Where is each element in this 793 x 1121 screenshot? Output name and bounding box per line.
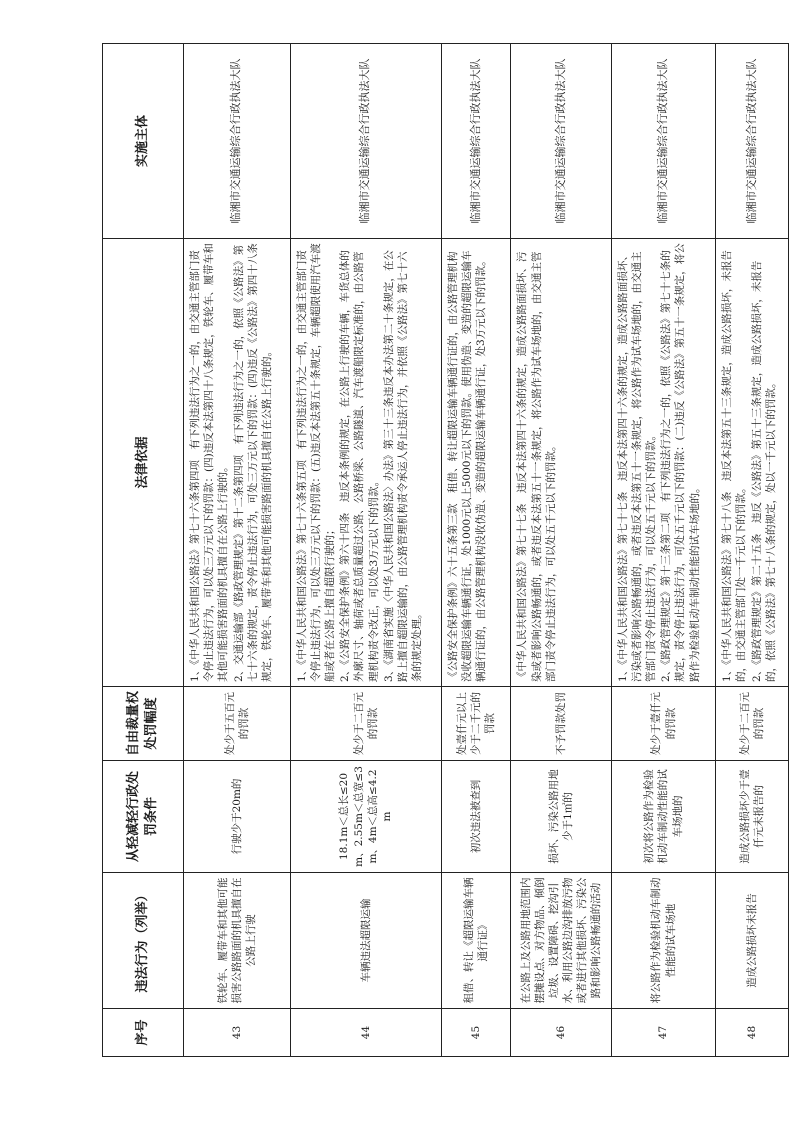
basis-paragraph: 《公路安全保护条例》六十五条第三款 租借、转让超限运输车辆通行证的，由公路管理机构没收超限运输车辆通行证，处1000元以上5000元以下的罚款。使用伪造、变造的超限运输车辆通行证的，由公路管理机构没收伪造、变造的超限运输车辆通行证，处3万元以下的罚款。 — [446, 250, 488, 682]
table-header-row — [103, 44, 184, 1057]
table-row — [511, 44, 611, 1057]
cell-act: 租借、转让《超限运输车辆通行证》 — [441, 873, 511, 1009]
basis-paragraph: 2、《公路安全保护条例》第六十四条 违反本条例的规定，在公路上行驶的车辆，车货总体的外廓尺寸、轴荷或者总质量超过公路、公路桥梁、公路隧道、汽车渡船限定标准的，由公路管理机构责令改正，可以处3万元以下的罚款。 — [339, 250, 380, 682]
basis-paragraph: 2、《路政管理规定》第二十五条 违反《公路法》第五十三条规定，造成公路损坏，未报告的，依照《公路法》第七十八条的规定，处以一千元以下的罚款。 — [750, 260, 777, 682]
basis-paragraph: 1、《中华人民共和国公路法》第七十七条 违反本法第四十六条的规定，造成公路路面损坏、污染或者影响公路畅通的，或者违反本法第五十一条规定，将公路作为试车场地的，由交通主管部门责令停止违法行为，可以处五千元以下的罚款。 — [616, 250, 658, 682]
cell-discretion: 处少于二百元的罚款 — [290, 687, 441, 761]
cell-basis — [716, 239, 789, 687]
cell-act: 将公路作为检验机动车制动性能的试车场地 — [611, 873, 716, 1009]
table-row — [441, 44, 511, 1057]
cell-basis — [441, 239, 511, 687]
header-act: 违法行为（列举） — [103, 873, 184, 1009]
table-row — [290, 44, 441, 1057]
cell-act: 造成公路损坏未报告 — [716, 873, 789, 1009]
basis-paragraph: 1、《中华人民共和国公路法》第七十八条 违反本法第五十三条规定，造成公路损坏，未报告的，由交通主管部门处一千元以下的罚款。 — [721, 250, 748, 682]
cell-act: 在公路上及公路用地范围内摆摊设点、对方物品、倾倒垃圾、设置障碍、挖沟引水、利用公路边沟排放污物或者进行其他损坏、污染公路和影响公路畅通的活动 — [511, 873, 611, 1009]
cell-act: 车辆违法超限运输 — [290, 873, 441, 1009]
table-row — [611, 44, 716, 1057]
cell-discretion: 处少于壹仟元的罚款 — [611, 687, 716, 761]
table-row — [716, 44, 789, 1057]
cell-subject: 临湘市交通运输综合行政执法大队 — [611, 44, 716, 239]
cell-seq: 48 — [716, 1009, 789, 1057]
cell-basis — [184, 239, 291, 687]
cell-condition: 损坏、污染公路用地少于1㎡的 — [511, 761, 611, 873]
table-row — [184, 44, 291, 1057]
cell-subject: 临湘市交通运输综合行政执法大队 — [511, 44, 611, 239]
cell-basis — [611, 239, 716, 687]
cell-seq: 46 — [511, 1009, 611, 1057]
cell-seq: 44 — [290, 1009, 441, 1057]
penalty-discretion-table — [102, 43, 789, 1057]
cell-condition: 初次违法被查到 — [441, 761, 511, 873]
cell-subject: 临湘市交通运输综合行政执法大队 — [184, 44, 291, 239]
cell-subject: 临湘市交通运输综合行政执法大队 — [441, 44, 511, 239]
cell-seq: 45 — [441, 1009, 511, 1057]
basis-paragraph: 2、交通运输部《路政管理规定》第十二条第四项 有下列违法行为之一的，依照《公路法》第七十六条的规定，责令停止违法行为，可处三万元以下的罚款：(四)违反《公路法》第四十八条规定，铁轮车、履带车和其他可能损害路面的机具擅自在公路上行驶的。 — [232, 243, 273, 682]
cell-condition: 18.1m＜总长≤20m、2.55m＜总宽≤3m、4m＜总高≤4.2m — [290, 761, 441, 873]
cell-subject: 临湘市交通运输综合行政执法大队 — [716, 44, 789, 239]
cell-discretion: 处少于五百元的罚款 — [184, 687, 291, 761]
header-discretion: 自由裁量权处罚幅度 — [103, 687, 184, 761]
cell-condition: 行驶少于20m的 — [184, 761, 291, 873]
cell-basis — [290, 239, 441, 687]
basis-paragraph: 《中华人民共和国公路法》第七十七条 违反本法第四十六条的规定，造成公路路面损坏、污染或者影响公路畅通的，或者违反本法第五十一条规定，将公路作为试车场地的，由交通主管部门责令停止违法行为，可以处五千元以下的罚款。 — [516, 251, 557, 682]
basis-paragraph: 1、《中华人民共和国公路法》第七十六条第四项 有下列违法行为之一的，由交通主管部门责令停止违法行为，可以处三万元以下的罚款：(四)违反本法第四十八条规定，铁轮车、履带车和其他可能损害路面的机具擅自在公路上行驶的。 — [189, 243, 230, 682]
header-seq: 序号 — [103, 1009, 184, 1057]
basis-paragraph: 1、《中华人民共和国公路法》第七十六条第五项 有下列违法行为之一的，由交通主管部门责令停止违法行为，可以处三万元以下的罚款：(五)违反本法第五十条规定，车辆超限使用汽车渡船或者在公路上擅自超限行驶的； — [295, 243, 337, 682]
cell-act: 铁轮车、履带车和其他可能损害公路路面的机具擅自在公路上行驶 — [184, 873, 291, 1009]
header-subject: 实施主体 — [103, 44, 184, 239]
cell-condition: 造成公路损坏少于壹仟元未报告的 — [716, 761, 789, 873]
basis-paragraph: 2、《路政管理规定》第十三条第二项 有下列违法行为之一的，依照《公路法》第七十七条的规定，责令停止违法行为，可处五千元以下的罚款：(二)违反《公路法》第五十一条规定，将公路作为检验机动车制动性能的试车场地的。 — [660, 243, 701, 682]
basis-paragraph: 3、《湖南省实施〈中华人民共和国公路法〉办法》第三十三条违反本办法第二十条规定，在公路上擅自超限运输的，由公路管理机构责令承运人停止违法行为，并依照《公路法》第七十六条的规定处理。 — [382, 250, 424, 682]
cell-seq: 47 — [611, 1009, 716, 1057]
cell-discretion: 不予罚款处罚 — [511, 687, 611, 761]
rotated-table-container — [102, 44, 789, 1057]
cell-basis — [511, 239, 611, 687]
cell-condition: 初次将公路作为检验机动车制动性能的试车场地的 — [611, 761, 716, 873]
header-lighter: 从轻减轻行政处罚条件 — [103, 761, 184, 873]
header-basis: 法律依据 — [103, 239, 184, 687]
cell-seq: 43 — [184, 1009, 291, 1057]
cell-subject: 临湘市交通运输综合行政执法大队 — [290, 44, 441, 239]
cell-discretion: 处少于二百元的罚款 — [716, 687, 789, 761]
cell-discretion: 处壹仟元以上少于二千元的罚款 — [441, 687, 511, 761]
